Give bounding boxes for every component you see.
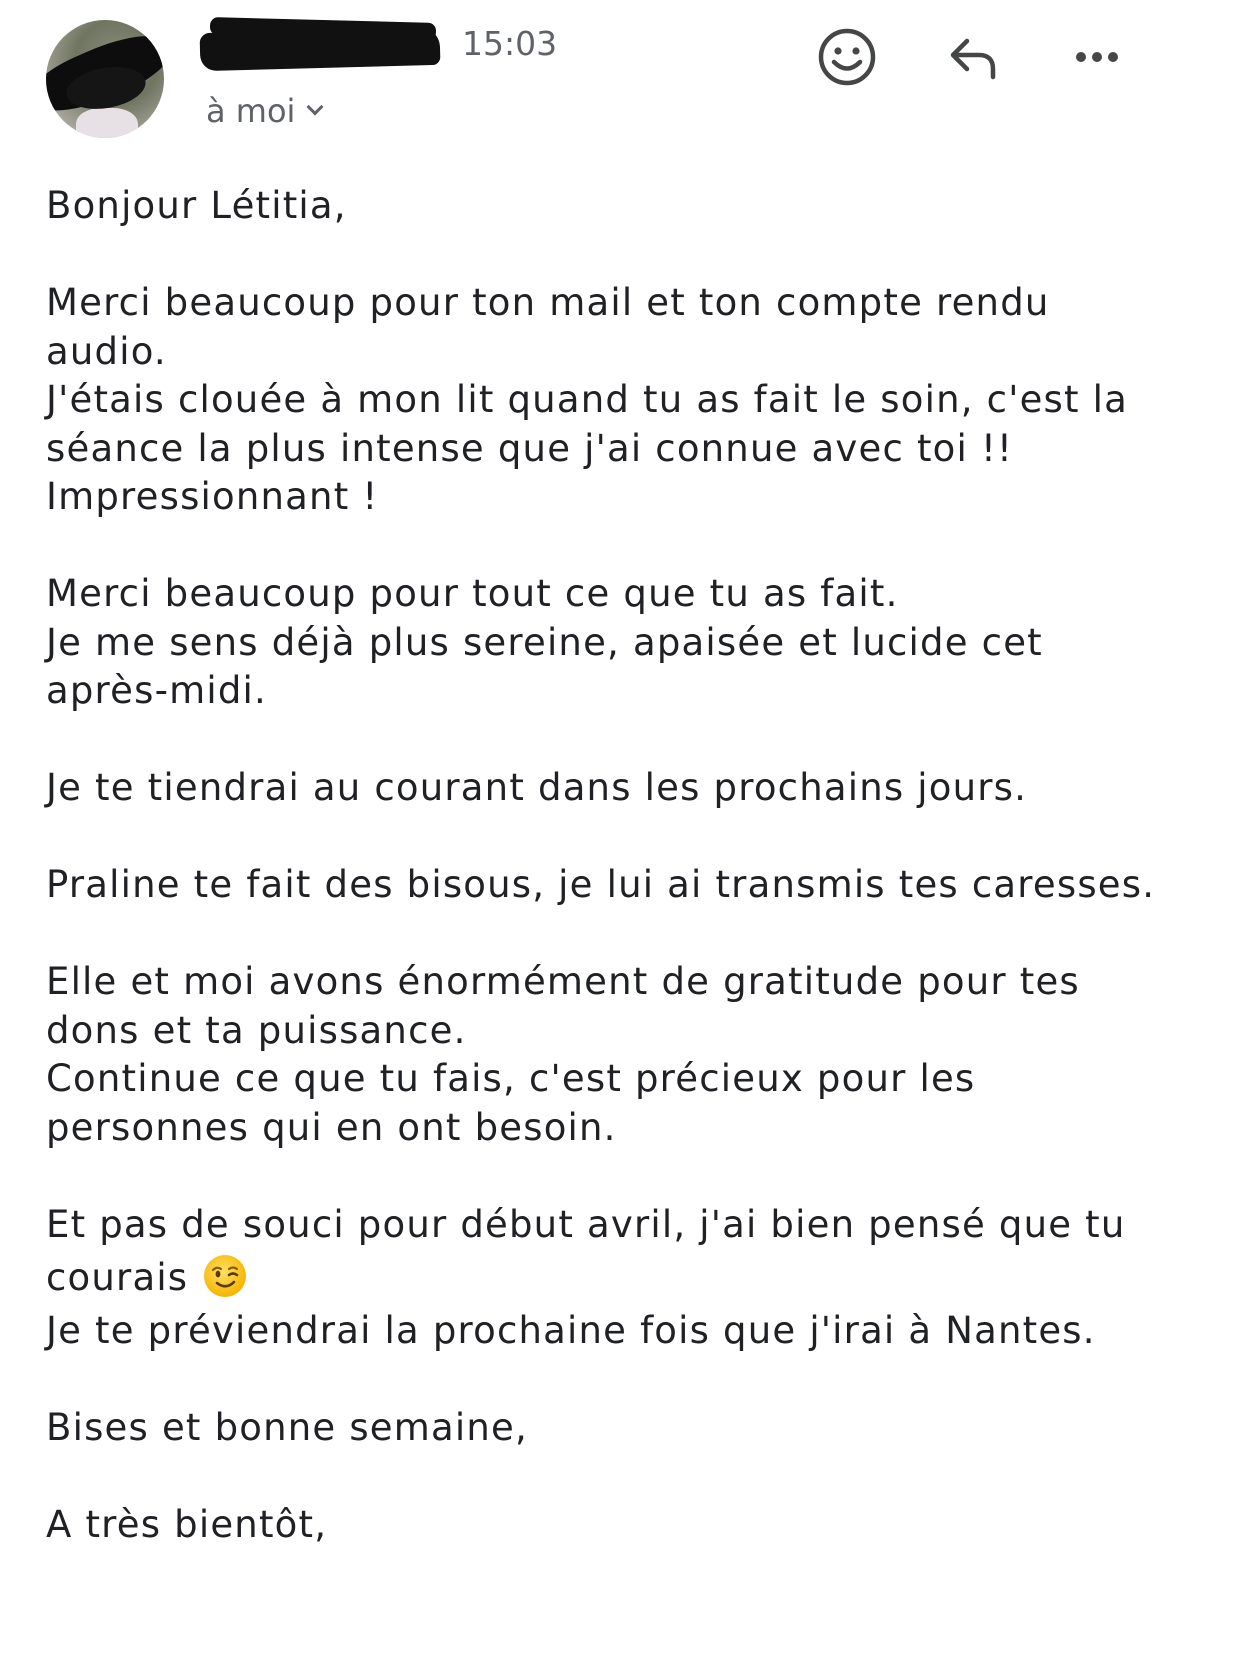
body-line: Je me sens déjà plus sereine, apaisée et lucide cet: [46, 620, 1043, 664]
more-options-button[interactable]: [1062, 22, 1132, 92]
body-line: après-midi.: [46, 669, 267, 712]
sender[interactable]: [206, 22, 446, 68]
greeting: Bonjour Létitia,: [46, 184, 347, 227]
emoji-reaction-icon: [816, 26, 878, 88]
avatar-photo-detail: [76, 108, 138, 138]
message-body: [46, 182, 1206, 1550]
body-line: Je te tiendrai au courant dans les prochains jours.: [46, 766, 1028, 809]
body-line: Praline te fait des bisous, je lui ai transmis tes caresses.: [46, 863, 1156, 906]
body-line: J'étais clouée à mon lit quand tu as fait le soin, c'est la: [46, 378, 1129, 421]
body-line: audio.: [46, 329, 167, 373]
body-line-text: courais: [46, 1256, 189, 1299]
body-line: Impressionnant !: [46, 475, 379, 518]
winking-face-emoji-icon: [202, 1253, 248, 1299]
body-line: Je te préviendrai la prochaine fois que j'irai à Nantes.: [46, 1309, 1096, 1352]
body-line: personnes qui en ont besoin.: [46, 1105, 617, 1149]
body-line: Et pas de souci pour début avril, j'ai bien pensé que tu: [46, 1202, 1126, 1246]
chevron-down-icon: [307, 99, 324, 116]
emoji-reaction-button[interactable]: [812, 22, 882, 92]
more-options-icon: [1067, 27, 1127, 87]
email-header: [0, 0, 1242, 160]
avatar[interactable]: [46, 20, 164, 138]
recipient-toggle[interactable]: [206, 92, 321, 130]
body-line: Continue ce que tu fais, c'est précieux pour les: [46, 1057, 976, 1100]
body-line: Merci beaucoup pour ton mail et ton compte rendu: [46, 281, 1050, 324]
body-line: séance la plus intense que j'ai connue avec toi !!: [46, 426, 1014, 470]
reply-icon: [943, 27, 1003, 87]
body-line: Merci beaucoup pour tout ce que tu as fait.: [46, 572, 899, 615]
body-line: dons et ta puissance.: [46, 1008, 467, 1052]
closing: Bises et bonne semaine,: [46, 1406, 528, 1449]
body-line: Elle et moi avons énormément de gratitude pour tes: [46, 960, 1080, 1003]
body-line-with-emoji: [46, 1249, 1206, 1307]
recipient-label: à moi: [206, 92, 296, 130]
timestamp: 15:03: [462, 24, 558, 63]
reply-button[interactable]: [938, 22, 1008, 92]
signoff: A très bientôt,: [46, 1503, 328, 1546]
